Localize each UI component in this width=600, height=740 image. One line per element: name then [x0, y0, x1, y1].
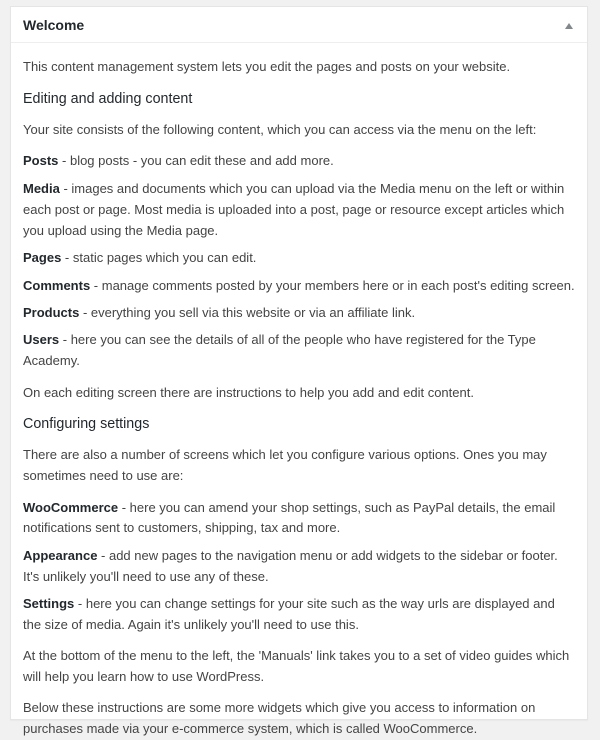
item-term: Comments: [23, 277, 91, 293]
content-item-products: [23, 303, 575, 324]
widget-header: [11, 7, 587, 43]
item-term: Settings: [23, 596, 75, 612]
item-term: Users: [23, 332, 60, 348]
instructions-text: On each editing screen there are instructions to help you add and edit content.: [23, 384, 474, 400]
content-item-posts: [23, 151, 575, 172]
item-description: - add new pages to the navigation menu or add widgets to the sidebar or footer. It's unlikely you'll need to use any of these.: [23, 547, 558, 584]
content-item-comments: [23, 276, 575, 297]
intro-text: This content management system lets you edit the pages and posts on your website.: [23, 59, 511, 75]
item-description: - here you can change settings for your site such as the way urls are displayed and the size of media. Again it's unlikely you'll need to use this.: [23, 596, 555, 632]
item-description: - here you can see the details of all of the people who have registered for the Type Academy.: [23, 332, 536, 369]
content-item-pages: [23, 248, 575, 269]
item-description: - here you can amend your shop settings, such as PayPal details, the email notifications sent to customers, shipping, tax and more.: [23, 499, 556, 536]
settings-item-settings: [23, 594, 575, 636]
item-term: WooCommerce: [23, 499, 119, 515]
item-description: - images and documents which you can upload via the Media menu on the left or within each post or page. Most media is uploaded into a post, page or resource except articles which you upload using the Media page.: [23, 180, 565, 238]
welcome-widget: [10, 6, 588, 737]
item-description: - manage comments posted by your members here or in each post's editing screen.: [90, 277, 575, 293]
widget-content: [11, 43, 587, 740]
collapse-toggle-button[interactable]: [551, 7, 587, 43]
settings-item-appearance: [23, 546, 575, 588]
item-term: Posts: [23, 153, 59, 169]
settings-heading: Configuring settings: [23, 416, 150, 433]
item-description: - blog posts - you can edit these and add more.: [58, 153, 334, 169]
caret-up-icon: [565, 23, 573, 29]
editing-heading: Editing and adding content: [23, 90, 193, 107]
widget-title: Welcome: [23, 17, 85, 33]
below-text: Below these instructions are some more widgets which give you access to information on purchases made via your e-commerce system, which is called WooCommerce.: [23, 700, 536, 737]
settings-item-woocommerce: [23, 498, 575, 540]
content-item-media: [23, 179, 575, 241]
item-term: Appearance: [23, 547, 98, 563]
item-term: Pages: [23, 250, 62, 266]
item-description: - static pages which you can edit.: [61, 250, 257, 266]
consists-text: Your site consists of the following content, which you can access via the menu on the left:: [23, 122, 537, 138]
screens-text: There are also a number of screens which let you configure various options. Ones you may sometimes need to use are:: [23, 447, 547, 484]
content-item-users: [23, 330, 575, 372]
item-term: Products: [23, 305, 80, 320]
item-description: - everything you sell via this website or via an affiliate link.: [79, 305, 416, 320]
item-term: Media: [23, 180, 60, 196]
manuals-text: At the bottom of the menu to the left, the 'Manuals' link takes you to a set of video guides which will help you learn how to use WordPress.: [23, 648, 570, 685]
